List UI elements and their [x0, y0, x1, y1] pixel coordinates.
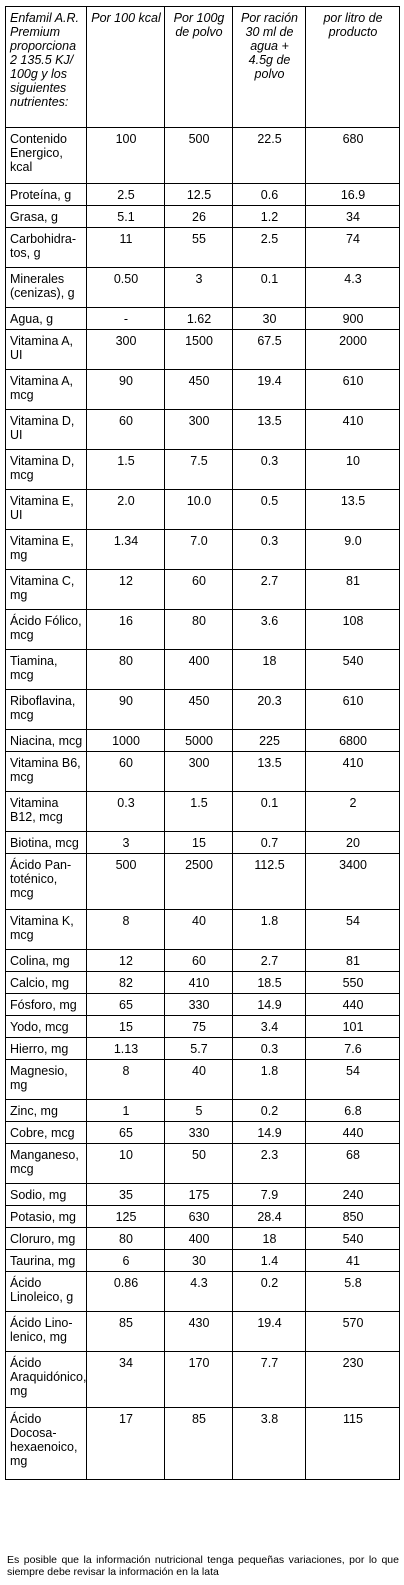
value-per-liter: 20 [306, 832, 400, 854]
value-per-liter: 6800 [306, 730, 400, 752]
value-per-100g: 1.5 [165, 792, 233, 832]
value-per-100g: 330 [165, 994, 233, 1016]
table-row [6, 530, 400, 570]
value-per-serving: 18 [233, 650, 306, 690]
nutrition-table [5, 6, 400, 1480]
table-row [6, 330, 400, 370]
nutrient-name: Proteína, g [6, 184, 87, 206]
header-per-100kcal: Por 100 kcal [87, 7, 165, 128]
value-per-100kcal: 82 [87, 972, 165, 994]
table-row [6, 1038, 400, 1060]
value-per-100g: 450 [165, 690, 233, 730]
value-per-100g: 85 [165, 1408, 233, 1480]
value-per-100g: 50 [165, 1144, 233, 1184]
value-per-100kcal: 34 [87, 1352, 165, 1408]
table-header [6, 7, 400, 128]
value-per-100kcal: 6 [87, 1250, 165, 1272]
table-row [6, 854, 400, 910]
value-per-liter: 81 [306, 570, 400, 610]
value-per-100kcal: 0.50 [87, 268, 165, 308]
value-per-100g: 330 [165, 1122, 233, 1144]
value-per-100kcal: 2.0 [87, 490, 165, 530]
value-per-liter: 68 [306, 1144, 400, 1184]
value-per-100g: 80 [165, 610, 233, 650]
table-row [6, 1272, 400, 1312]
value-per-serving: 3.6 [233, 610, 306, 650]
value-per-100g: 10.0 [165, 490, 233, 530]
table-row [6, 184, 400, 206]
value-per-liter: 440 [306, 994, 400, 1016]
value-per-100g: 450 [165, 370, 233, 410]
value-per-100g: 430 [165, 1312, 233, 1352]
value-per-liter: 54 [306, 1060, 400, 1100]
nutrient-name: Ácido Fólico, mcg [6, 610, 87, 650]
value-per-liter: 34 [306, 206, 400, 228]
value-per-liter: 5.8 [306, 1272, 400, 1312]
value-per-liter: 13.5 [306, 490, 400, 530]
value-per-100kcal: 12 [87, 570, 165, 610]
value-per-liter: 41 [306, 1250, 400, 1272]
nutrient-name: Carbohidra-tos, g [6, 228, 87, 268]
nutrient-name: Ácido Lino-lenico, mg [6, 1312, 87, 1352]
value-per-100g: 500 [165, 128, 233, 184]
value-per-100g: 1500 [165, 330, 233, 370]
value-per-100g: 5000 [165, 730, 233, 752]
value-per-liter: 2000 [306, 330, 400, 370]
value-per-100g: 40 [165, 1060, 233, 1100]
value-per-100kcal: 10 [87, 1144, 165, 1184]
table-row [6, 206, 400, 228]
value-per-liter: 115 [306, 1408, 400, 1480]
value-per-liter: 6.8 [306, 1100, 400, 1122]
nutrient-name: Vitamina C, mg [6, 570, 87, 610]
value-per-liter: 610 [306, 690, 400, 730]
value-per-100kcal: 300 [87, 330, 165, 370]
table-row [6, 910, 400, 950]
footnote: Es posible que la información nutricional tenga pequeñas variaciones, por lo que siempre debe revisar la información en la lata [7, 1554, 399, 1578]
value-per-100kcal: 85 [87, 1312, 165, 1352]
value-per-serving: 20.3 [233, 690, 306, 730]
value-per-liter: 540 [306, 650, 400, 690]
value-per-100g: 7.0 [165, 530, 233, 570]
nutrient-name: Minerales (cenizas), g [6, 268, 87, 308]
value-per-liter: 240 [306, 1184, 400, 1206]
table-row [6, 730, 400, 752]
header-per-serving: Por ración 30 ml de agua + 4.5g de polvo [233, 7, 306, 128]
table-row [6, 1312, 400, 1352]
table-row [6, 1122, 400, 1144]
header-row [6, 7, 400, 128]
value-per-serving: 112.5 [233, 854, 306, 910]
table-row [6, 752, 400, 792]
table-row [6, 610, 400, 650]
value-per-serving: 1.4 [233, 1250, 306, 1272]
nutrient-name: Vitamina A, mcg [6, 370, 87, 410]
value-per-100kcal: 35 [87, 1184, 165, 1206]
value-per-liter: 410 [306, 752, 400, 792]
value-per-liter: 230 [306, 1352, 400, 1408]
nutrient-name: Hierro, mg [6, 1038, 87, 1060]
value-per-serving: 28.4 [233, 1206, 306, 1228]
value-per-serving: 0.5 [233, 490, 306, 530]
value-per-100kcal: 100 [87, 128, 165, 184]
value-per-serving: 67.5 [233, 330, 306, 370]
value-per-serving: 0.6 [233, 184, 306, 206]
table-row [6, 972, 400, 994]
value-per-100kcal: - [87, 308, 165, 330]
nutrient-name: Ácido Docosa-hexaenoico, mg [6, 1408, 87, 1480]
nutrient-name: Colina, mg [6, 950, 87, 972]
value-per-100kcal: 17 [87, 1408, 165, 1480]
value-per-100g: 300 [165, 752, 233, 792]
value-per-serving: 18 [233, 1228, 306, 1250]
nutrient-name: Taurina, mg [6, 1250, 87, 1272]
value-per-100g: 410 [165, 972, 233, 994]
table-row [6, 1228, 400, 1250]
value-per-serving: 1.8 [233, 910, 306, 950]
table-row [6, 1060, 400, 1100]
header-product-label: Enfamil A.R. Premium proporciona 2 135.5 KJ/ 100g y los siguientes nutrientes: [6, 7, 87, 128]
nutrient-name: Ácido Linoleico, g [6, 1272, 87, 1312]
value-per-liter: 3400 [306, 854, 400, 910]
value-per-100kcal: 15 [87, 1016, 165, 1038]
value-per-100g: 175 [165, 1184, 233, 1206]
value-per-liter: 10 [306, 450, 400, 490]
value-per-liter: 850 [306, 1206, 400, 1228]
value-per-serving: 19.4 [233, 1312, 306, 1352]
value-per-serving: 0.3 [233, 530, 306, 570]
value-per-liter: 81 [306, 950, 400, 972]
value-per-100g: 60 [165, 950, 233, 972]
value-per-100kcal: 5.1 [87, 206, 165, 228]
value-per-serving: 0.3 [233, 1038, 306, 1060]
value-per-liter: 4.3 [306, 268, 400, 308]
nutrient-name: Riboflavina, mcg [6, 690, 87, 730]
table-row [6, 128, 400, 184]
value-per-100g: 55 [165, 228, 233, 268]
table-row [6, 832, 400, 854]
value-per-100kcal: 60 [87, 410, 165, 450]
value-per-liter: 7.6 [306, 1038, 400, 1060]
value-per-100kcal: 80 [87, 1228, 165, 1250]
table-row [6, 410, 400, 450]
table-row [6, 308, 400, 330]
nutrient-name: Manganeso, mcg [6, 1144, 87, 1184]
value-per-liter: 9.0 [306, 530, 400, 570]
table-row [6, 690, 400, 730]
value-per-100g: 30 [165, 1250, 233, 1272]
table-row [6, 1206, 400, 1228]
nutrient-name: Vitamina A, UI [6, 330, 87, 370]
value-per-serving: 30 [233, 308, 306, 330]
value-per-100kcal: 500 [87, 854, 165, 910]
table-row [6, 1144, 400, 1184]
value-per-100g: 4.3 [165, 1272, 233, 1312]
value-per-100kcal: 1 [87, 1100, 165, 1122]
value-per-liter: 550 [306, 972, 400, 994]
value-per-100kcal: 1.34 [87, 530, 165, 570]
nutrient-name: Ácido Pan-toténico, mcg [6, 854, 87, 910]
value-per-liter: 540 [306, 1228, 400, 1250]
table-row [6, 490, 400, 530]
value-per-100kcal: 80 [87, 650, 165, 690]
value-per-100g: 40 [165, 910, 233, 950]
value-per-serving: 18.5 [233, 972, 306, 994]
table-row [6, 1250, 400, 1272]
value-per-100g: 3 [165, 268, 233, 308]
value-per-100g: 2500 [165, 854, 233, 910]
value-per-100g: 15 [165, 832, 233, 854]
value-per-100g: 5 [165, 1100, 233, 1122]
table-row [6, 994, 400, 1016]
value-per-100kcal: 65 [87, 1122, 165, 1144]
nutrient-name: Vitamina D, UI [6, 410, 87, 450]
table-row [6, 1100, 400, 1122]
value-per-serving: 2.3 [233, 1144, 306, 1184]
value-per-100g: 630 [165, 1206, 233, 1228]
value-per-serving: 0.7 [233, 832, 306, 854]
value-per-100kcal: 60 [87, 752, 165, 792]
value-per-serving: 19.4 [233, 370, 306, 410]
value-per-serving: 7.7 [233, 1352, 306, 1408]
value-per-100kcal: 12 [87, 950, 165, 972]
value-per-100g: 400 [165, 650, 233, 690]
value-per-serving: 2.7 [233, 570, 306, 610]
table-row [6, 228, 400, 268]
nutrient-name: Vitamina D, mcg [6, 450, 87, 490]
table-row [6, 1408, 400, 1480]
table-row [6, 370, 400, 410]
nutrient-name: Grasa, g [6, 206, 87, 228]
value-per-100kcal: 11 [87, 228, 165, 268]
value-per-100kcal: 0.86 [87, 1272, 165, 1312]
value-per-serving: 13.5 [233, 752, 306, 792]
value-per-liter: 440 [306, 1122, 400, 1144]
value-per-100g: 170 [165, 1352, 233, 1408]
value-per-serving: 2.5 [233, 228, 306, 268]
value-per-serving: 13.5 [233, 410, 306, 450]
value-per-liter: 2 [306, 792, 400, 832]
table-row [6, 650, 400, 690]
value-per-100g: 26 [165, 206, 233, 228]
header-per-liter: por litro de producto [306, 7, 400, 128]
value-per-liter: 900 [306, 308, 400, 330]
value-per-liter: 570 [306, 1312, 400, 1352]
value-per-serving: 1.8 [233, 1060, 306, 1100]
table-body [6, 128, 400, 1480]
nutrient-name: Contenido Energico, kcal [6, 128, 87, 184]
value-per-liter: 108 [306, 610, 400, 650]
table-row [6, 1016, 400, 1038]
value-per-serving: 7.9 [233, 1184, 306, 1206]
value-per-100kcal: 16 [87, 610, 165, 650]
table-row [6, 268, 400, 308]
value-per-100kcal: 8 [87, 910, 165, 950]
nutrient-name: Magnesio, mg [6, 1060, 87, 1100]
table-row [6, 450, 400, 490]
value-per-100g: 75 [165, 1016, 233, 1038]
nutrient-name: Ácido Araquidónico, mg [6, 1352, 87, 1408]
nutrient-name: Vitamina B12, mcg [6, 792, 87, 832]
nutrient-name: Fósforo, mg [6, 994, 87, 1016]
value-per-serving: 3.4 [233, 1016, 306, 1038]
value-per-serving: 0.1 [233, 268, 306, 308]
table-row [6, 1352, 400, 1408]
value-per-serving: 0.3 [233, 450, 306, 490]
nutrient-name: Niacina, mcg [6, 730, 87, 752]
value-per-serving: 1.2 [233, 206, 306, 228]
value-per-100g: 1.62 [165, 308, 233, 330]
value-per-liter: 610 [306, 370, 400, 410]
value-per-100g: 400 [165, 1228, 233, 1250]
value-per-liter: 680 [306, 128, 400, 184]
value-per-100kcal: 90 [87, 690, 165, 730]
value-per-100g: 300 [165, 410, 233, 450]
value-per-100kcal: 90 [87, 370, 165, 410]
nutrient-name: Cloruro, mg [6, 1228, 87, 1250]
value-per-100g: 5.7 [165, 1038, 233, 1060]
nutrient-name: Yodo, mcg [6, 1016, 87, 1038]
nutrient-name: Vitamina B6, mcg [6, 752, 87, 792]
nutrient-name: Agua, g [6, 308, 87, 330]
table-row [6, 950, 400, 972]
table-row [6, 1184, 400, 1206]
value-per-liter: 16.9 [306, 184, 400, 206]
nutrient-name: Zinc, mg [6, 1100, 87, 1122]
nutrient-name: Tiamina, mcg [6, 650, 87, 690]
header-per-100g-powder: Por 100g de polvo [165, 7, 233, 128]
nutrient-name: Potasio, mg [6, 1206, 87, 1228]
nutrient-name: Sodio, mg [6, 1184, 87, 1206]
value-per-100kcal: 65 [87, 994, 165, 1016]
value-per-liter: 410 [306, 410, 400, 450]
value-per-serving: 225 [233, 730, 306, 752]
nutrient-name: Vitamina E, mg [6, 530, 87, 570]
table-row [6, 570, 400, 610]
nutrient-name: Cobre, mcg [6, 1122, 87, 1144]
value-per-100kcal: 1000 [87, 730, 165, 752]
value-per-liter: 101 [306, 1016, 400, 1038]
value-per-serving: 3.8 [233, 1408, 306, 1480]
value-per-100kcal: 1.5 [87, 450, 165, 490]
value-per-serving: 14.9 [233, 994, 306, 1016]
value-per-100g: 7.5 [165, 450, 233, 490]
value-per-serving: 14.9 [233, 1122, 306, 1144]
table-row [6, 792, 400, 832]
value-per-100kcal: 125 [87, 1206, 165, 1228]
value-per-serving: 0.2 [233, 1272, 306, 1312]
value-per-serving: 22.5 [233, 128, 306, 184]
value-per-serving: 0.2 [233, 1100, 306, 1122]
value-per-100g: 12.5 [165, 184, 233, 206]
value-per-serving: 2.7 [233, 950, 306, 972]
value-per-100kcal: 2.5 [87, 184, 165, 206]
nutrient-name: Biotina, mcg [6, 832, 87, 854]
nutrient-name: Vitamina K, mcg [6, 910, 87, 950]
value-per-100kcal: 3 [87, 832, 165, 854]
value-per-liter: 54 [306, 910, 400, 950]
nutrient-name: Vitamina E, UI [6, 490, 87, 530]
value-per-liter: 74 [306, 228, 400, 268]
nutrient-name: Calcio, mg [6, 972, 87, 994]
value-per-100kcal: 8 [87, 1060, 165, 1100]
value-per-100kcal: 0.3 [87, 792, 165, 832]
value-per-100g: 60 [165, 570, 233, 610]
value-per-serving: 0.1 [233, 792, 306, 832]
value-per-100kcal: 1.13 [87, 1038, 165, 1060]
